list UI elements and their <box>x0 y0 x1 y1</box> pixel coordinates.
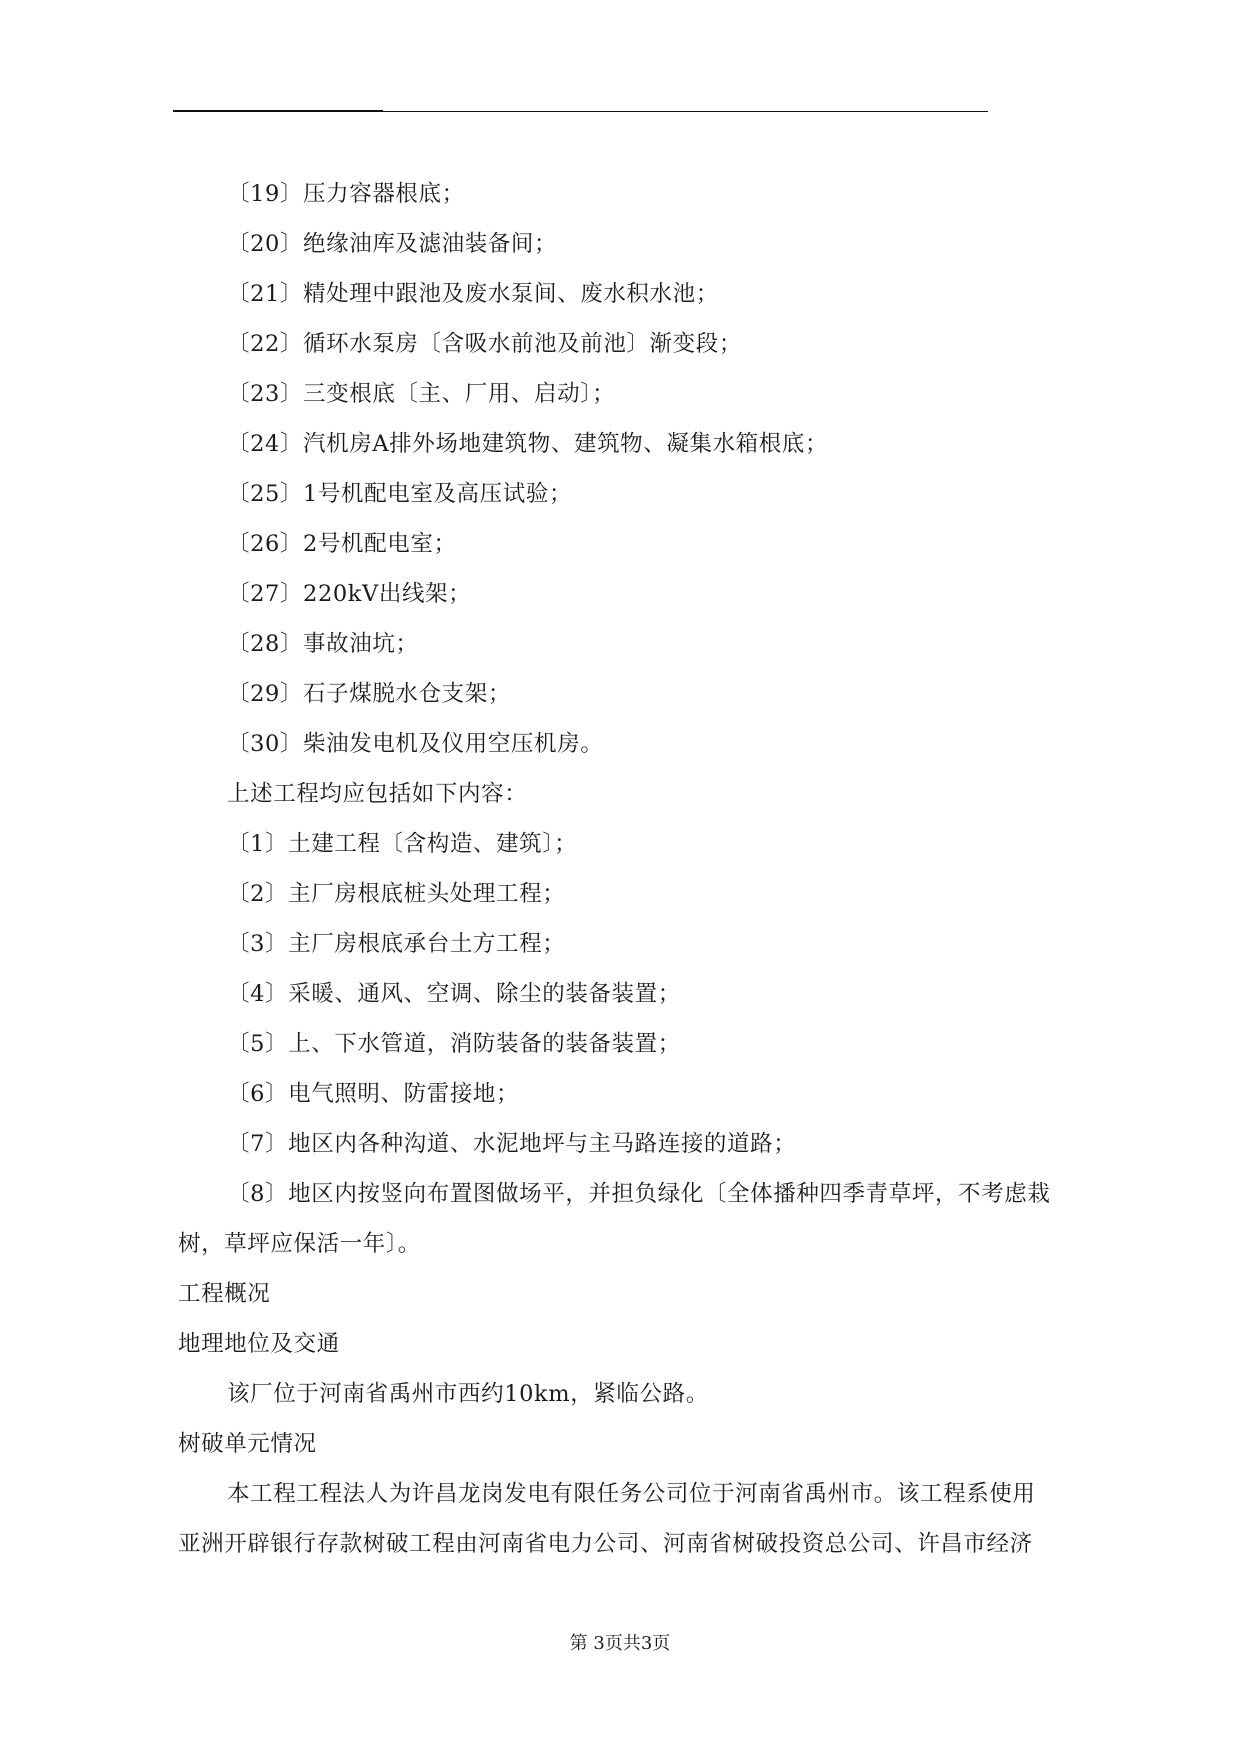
unit-paragraph-line2: 亚洲开辟银行存款树破工程由河南省电力公司、河南省树破投资总公司、许昌市经济 <box>178 1531 1033 1557</box>
header-rule <box>383 111 988 112</box>
list-item-30: 〔30〕柴油发电机及仪用空压机房。 <box>227 731 604 757</box>
section-heading-unit: 树破单元情况 <box>178 1431 317 1457</box>
content-item-4: 〔4〕采暖、通风、空调、除尘的装备装置； <box>227 981 681 1007</box>
list-item-24: 〔24〕汽机房A排外场地建筑物、建筑物、凝集水箱根底； <box>227 431 829 457</box>
list-item-19: 〔19〕压力容器根底； <box>227 181 465 207</box>
content-item-3: 〔3〕主厂房根底承台土方工程； <box>227 931 566 957</box>
list-item-26: 〔26〕2号机配电室； <box>227 531 457 557</box>
unit-paragraph-line1: 本工程工程法人为许昌龙岗发电有限任务公司位于河南省禹州市。该工程系使用 <box>227 1481 1036 1507</box>
list-item-20: 〔20〕绝缘油库及滤油装备间； <box>227 231 558 257</box>
content-item-5: 〔5〕上、下水管道，消防装备的装备装置； <box>227 1031 681 1057</box>
list-item-21: 〔21〕精处理中跟池及废水泵间、废水积水池； <box>227 281 719 307</box>
section-heading-overview: 工程概况 <box>178 1281 271 1307</box>
content-item-6: 〔6〕电气照明、防雷接地； <box>227 1081 520 1107</box>
list-item-29: 〔29〕石子煤脱水仓支架； <box>227 681 511 707</box>
list-item-28: 〔28〕事故油坑； <box>227 631 419 657</box>
list-item-27: 〔27〕220kV出线架； <box>227 581 472 607</box>
content-item-1: 〔1〕土建工程〔含构造、建筑〕； <box>227 831 578 857</box>
list-item-22: 〔22〕循环水泵房〔含吸水前池及前池〕渐变段； <box>227 331 742 357</box>
content-item-2: 〔2〕主厂房根底桩头处理工程； <box>227 881 566 907</box>
page-footer: 第 3页共3页 <box>569 1633 671 1654</box>
list-item-25: 〔25〕1号机配电室及高压试验； <box>227 481 573 507</box>
location-paragraph: 该厂位于河南省禹州市西约10km，紧临公路。 <box>227 1381 709 1407</box>
list-item-23: 〔23〕三变根底〔主、厂用、启动〕； <box>227 381 616 407</box>
content-intro: 上述工程均应包括如下内容： <box>227 781 528 807</box>
section-heading-location: 地理地位及交通 <box>178 1331 340 1357</box>
content-item-7: 〔7〕地区内各种沟道、水泥地坪与主马路连接的道路； <box>227 1131 797 1157</box>
content-item-8-cont: 树，草坪应保活一年〕。 <box>178 1231 421 1257</box>
content-item-8: 〔8〕地区内按竖向布置图做场平，并担负绿化〔全体播种四季青草坪，不考虑栽 <box>227 1181 1051 1207</box>
header-rule-thick <box>173 110 383 112</box>
